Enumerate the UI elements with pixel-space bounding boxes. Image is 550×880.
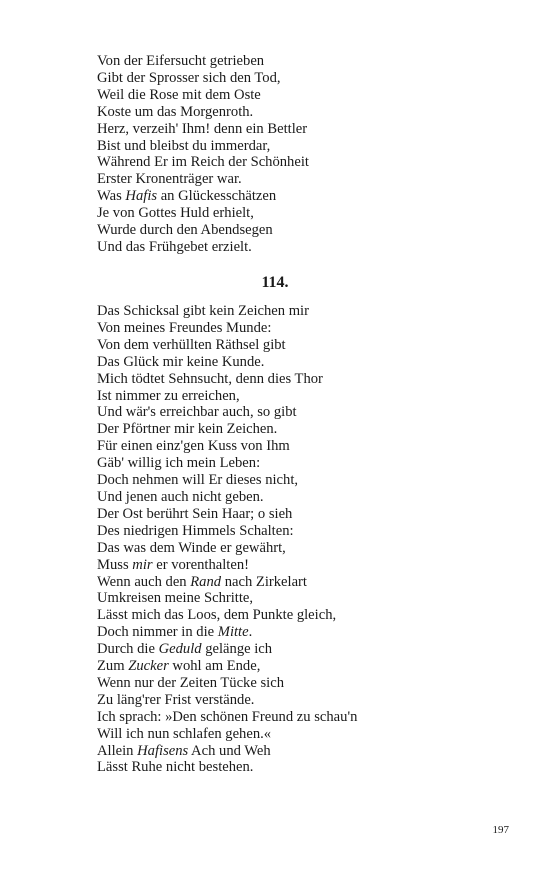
- poem-line: [97, 138, 517, 155]
- poem-line: [97, 404, 517, 421]
- poem-line: [97, 205, 517, 222]
- line-text: Von meines Freundes Munde:: [97, 319, 272, 336]
- line-text: Gibt der Sprosser sich den Tod,: [97, 69, 281, 86]
- line-text: Das Glück mir keine Kunde.: [97, 353, 265, 370]
- line-text: Wenn auch den: [97, 573, 191, 590]
- line-text: Was: [97, 188, 126, 205]
- poem-line: [97, 557, 517, 574]
- poem-line: [97, 87, 517, 104]
- line-text: Ist nimmer zu erreichen,: [97, 387, 240, 404]
- poem-line: [97, 759, 517, 776]
- poem-line: [97, 506, 517, 523]
- line-text: Der Pförtner mir kein Zeichen.: [97, 421, 278, 438]
- line-text: Doch nimmer in die: [97, 624, 218, 641]
- line-text: Wurde durch den Abendsegen: [97, 222, 273, 239]
- line-text: Koste um das Morgenroth.: [97, 103, 254, 120]
- poem-line: [97, 154, 517, 171]
- poem-line: [97, 171, 517, 188]
- line-text: Das Schicksal gibt kein Zeichen mir: [97, 303, 309, 319]
- line-text: Umkreisen meine Schritte,: [97, 590, 254, 607]
- poem-line: [97, 489, 517, 506]
- line-text: Will ich nun schlafen gehen.«: [97, 725, 272, 742]
- poem-line: [97, 70, 517, 87]
- poem-line: [97, 188, 517, 205]
- line-text: Zu läng'rer Frist verstände.: [97, 691, 255, 708]
- line-text: Erster Kronenträger war.: [97, 171, 242, 188]
- poem-line: [97, 624, 517, 641]
- poem-line: [97, 53, 517, 70]
- line-text: Ich sprach: »Den schönen Freund zu schau'n: [97, 708, 358, 725]
- poem-line: [97, 641, 517, 658]
- line-text: Durch die: [97, 641, 159, 658]
- line-text: an Glückesschätzen: [157, 188, 277, 205]
- poem-line: [97, 303, 517, 320]
- line-text: Von dem verhüllten Räthsel gibt: [97, 336, 286, 353]
- line-text: Ach und Weh: [188, 742, 271, 759]
- line-text: Gäb' willig ich mein Leben:: [97, 455, 261, 472]
- italic-word: Geduld: [158, 641, 202, 658]
- line-text: Des niedrigen Himmels Schalten:: [97, 522, 294, 539]
- italic-word: Mitte: [217, 624, 249, 641]
- italic-word: Hafis: [125, 188, 158, 205]
- line-text: Während Er im Reich der Schönheit: [97, 154, 309, 171]
- poem-line: [97, 658, 517, 675]
- line-text: Für einen einz'gen Kuss von Ihm: [97, 438, 290, 455]
- line-text: Wenn nur der Zeiten Tücke sich: [97, 674, 284, 691]
- line-text: Und wär's erreichbar auch, so gibt: [97, 404, 297, 421]
- poem-114-text: [97, 303, 517, 776]
- line-text: .: [248, 624, 253, 641]
- line-text: Herz, verzeih' Ihm! denn ein Bettler: [97, 120, 308, 137]
- page-number: 197: [492, 824, 509, 836]
- poem-line: [97, 455, 517, 472]
- line-text: Der Ost berührt Sein Haar; o sieh: [97, 505, 293, 522]
- poem-line: [97, 388, 517, 405]
- poem-line: [97, 743, 517, 760]
- line-text: Von der Eifersucht getrieben: [97, 53, 265, 69]
- poem-line: [97, 472, 517, 489]
- poem-line: [97, 320, 517, 337]
- poem-line: [97, 692, 517, 709]
- poem-line: [97, 354, 517, 371]
- poem-line: [97, 121, 517, 138]
- line-text: Muss: [97, 556, 133, 573]
- italic-word: Rand: [190, 573, 222, 590]
- italic-word: Zucker: [128, 658, 169, 675]
- poem-line: [97, 337, 517, 354]
- line-text: Je von Gottes Huld erhielt,: [97, 205, 254, 222]
- line-text: Lässt mich das Loos, dem Punkte gleich,: [97, 607, 337, 624]
- poem-number: 114.: [261, 274, 289, 291]
- italic-word: Hafisens: [137, 742, 189, 759]
- poem-113-continuation: [97, 53, 517, 256]
- poem-line: [97, 421, 517, 438]
- line-text: Zum: [97, 658, 129, 675]
- line-text: nach Zirkelart: [221, 573, 307, 590]
- poem-line: [97, 590, 517, 607]
- line-text: Doch nehmen will Er dieses nicht,: [97, 472, 299, 489]
- poem-line: [97, 523, 517, 540]
- line-text: wohl am Ende,: [168, 658, 261, 675]
- line-text: Allein: [97, 742, 138, 759]
- poem-line: [97, 574, 517, 591]
- line-text: Weil die Rose mit dem Oste: [97, 86, 261, 103]
- poem-line: [97, 438, 517, 455]
- poem-line: [97, 607, 517, 624]
- poem-line: [97, 222, 517, 239]
- line-text: Das was dem Winde er gewährt,: [97, 539, 286, 556]
- line-text: gelänge ich: [201, 641, 273, 658]
- line-text: Und das Frühgebet erzielt.: [97, 238, 252, 255]
- poem-line: [97, 726, 517, 743]
- italic-word: mir: [132, 556, 153, 573]
- line-text: Bist und bleibst du immerdar,: [97, 137, 271, 154]
- line-text: Mich tödtet Sehnsucht, denn dies Thor: [97, 370, 323, 387]
- poem-line: [97, 239, 517, 256]
- poem-line: [97, 709, 517, 726]
- poem-line: [97, 104, 517, 121]
- poem-line: [97, 371, 517, 388]
- line-text: Lässt Ruhe nicht bestehen.: [97, 759, 254, 776]
- line-text: er vorenthalten!: [152, 556, 249, 573]
- poem-line: [97, 540, 517, 557]
- poem-line: [97, 675, 517, 692]
- line-text: Und jenen auch nicht geben.: [97, 488, 264, 505]
